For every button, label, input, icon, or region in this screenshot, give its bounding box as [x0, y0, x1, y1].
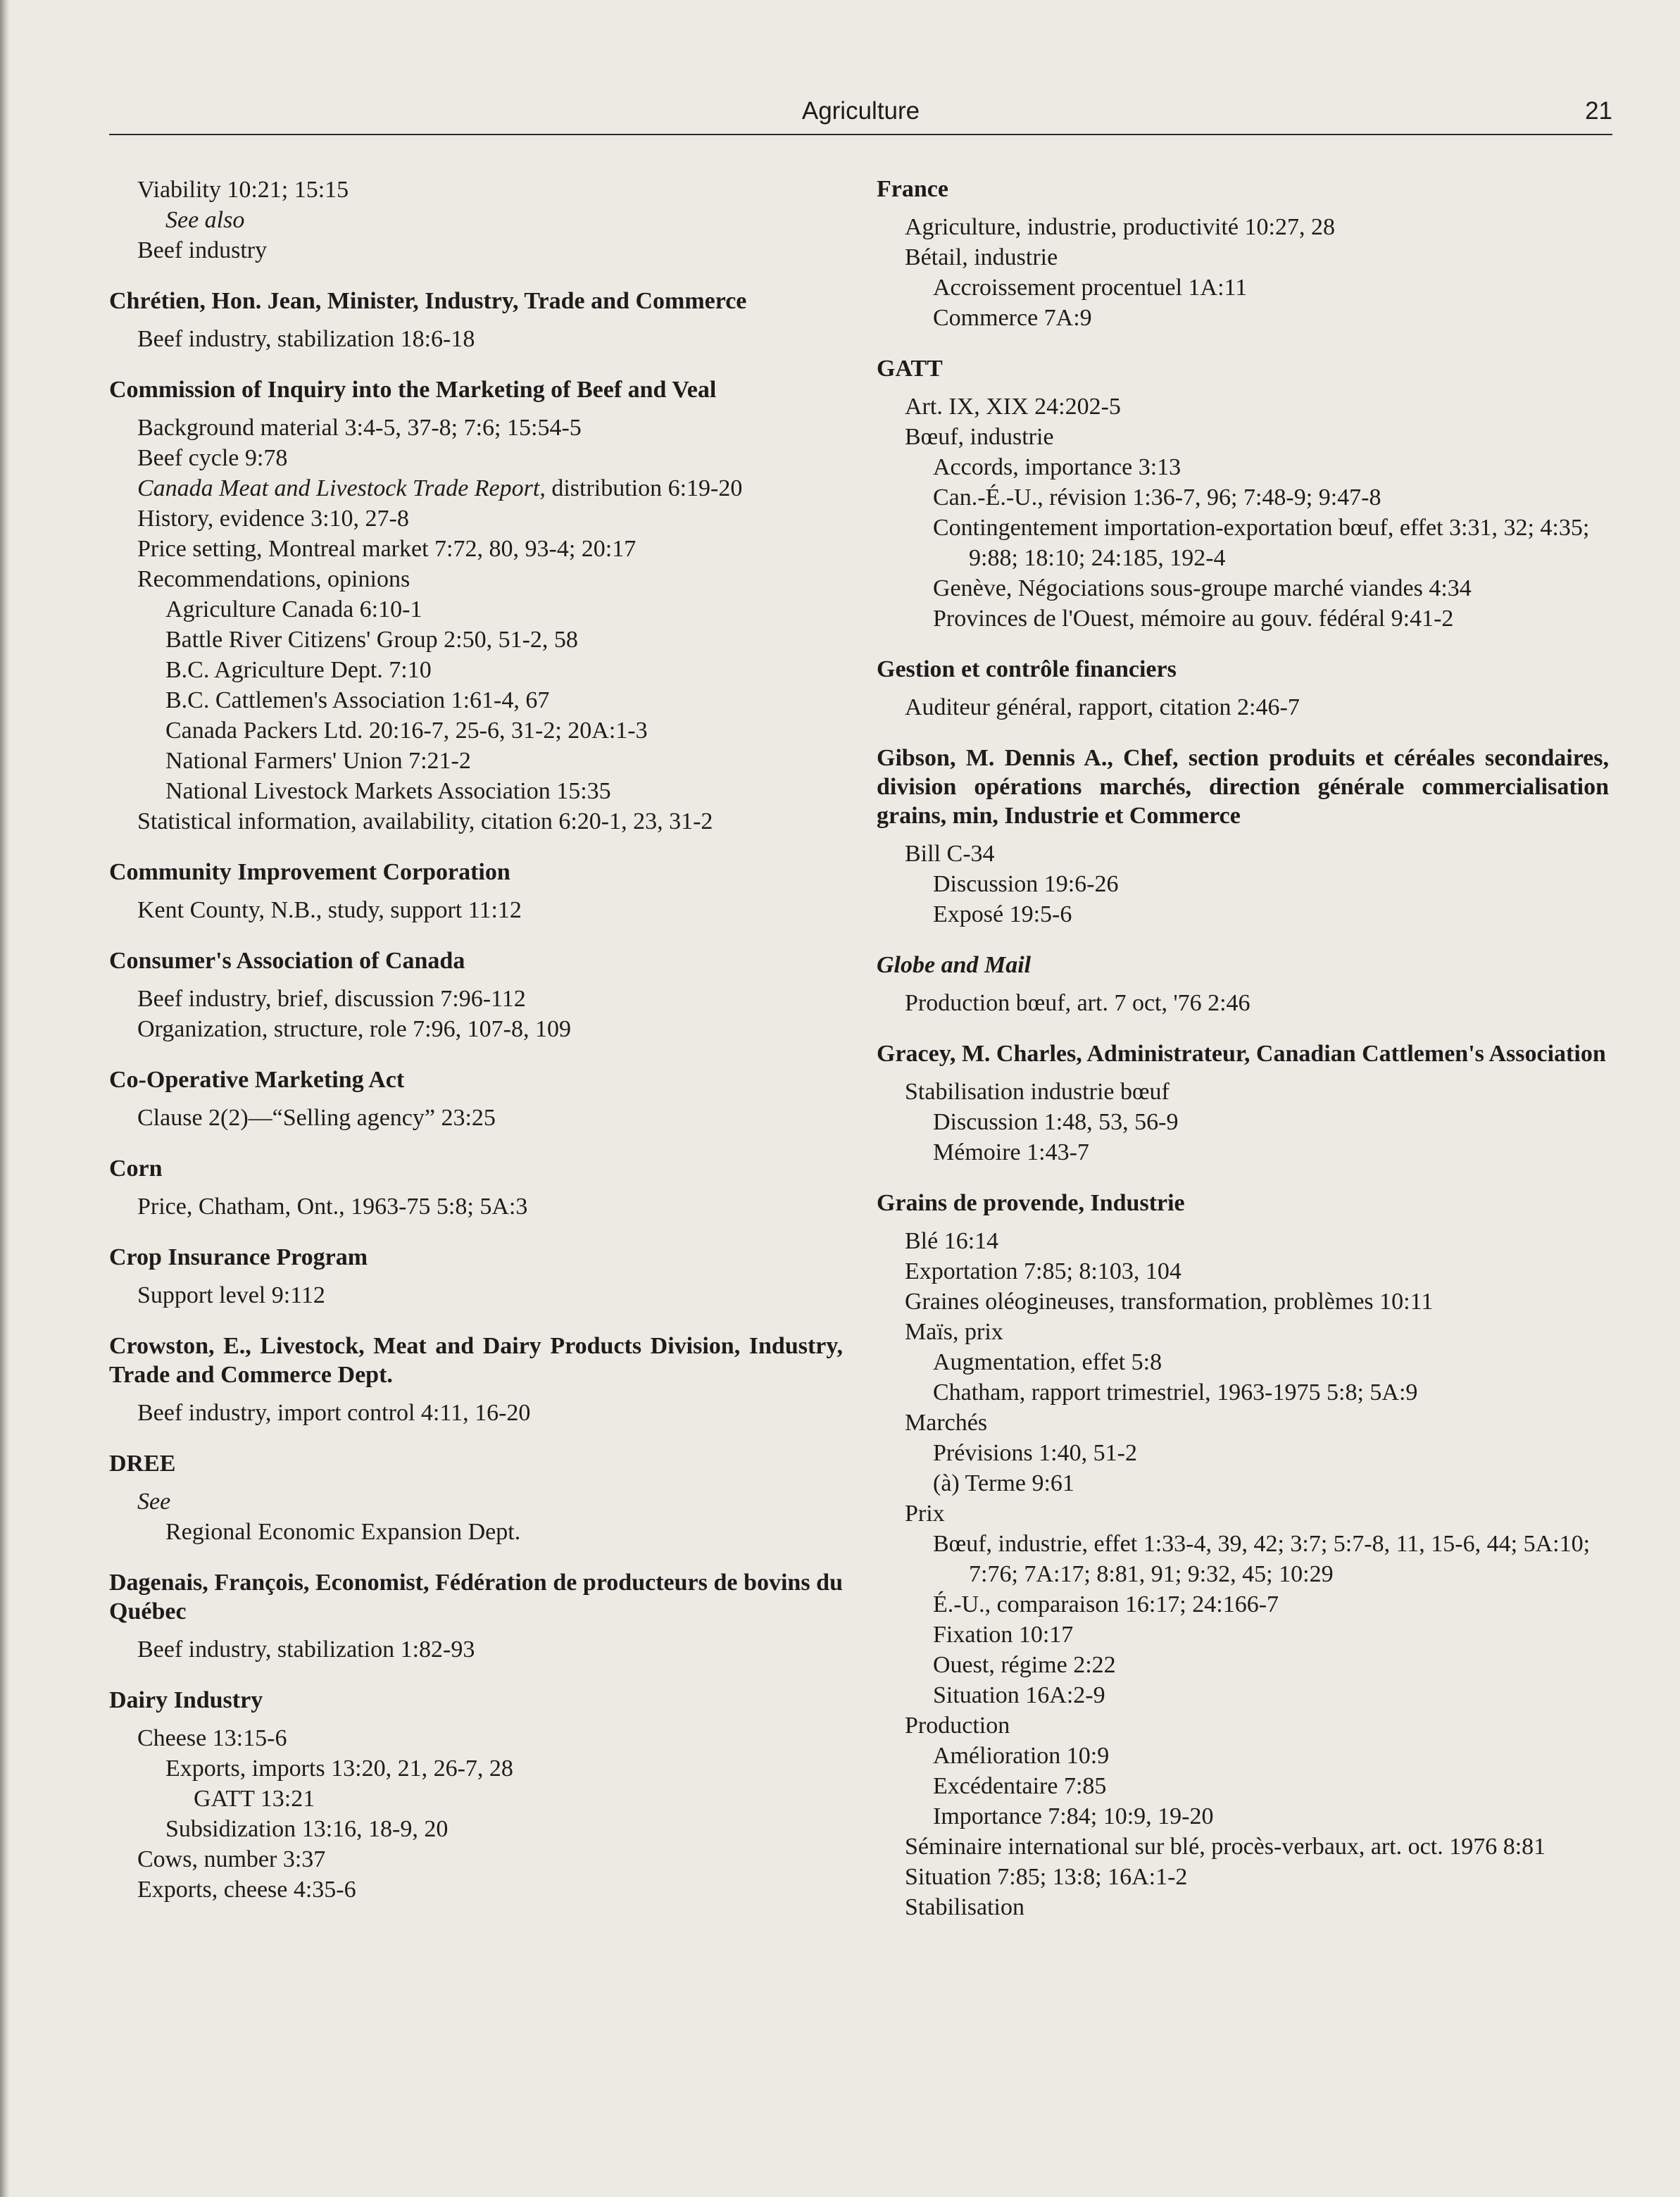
entry-subline: Stabilisation	[905, 1894, 1024, 1920]
entry-subline: É.-U., comparaison 16:17; 24:166-7	[933, 1591, 1279, 1617]
entry-subline: Augmentation, effet 5:8	[933, 1349, 1162, 1375]
entry-subline: Canada Packers Ltd. 20:16-7, 25-6, 31-2; 20A:1-3	[165, 718, 648, 744]
entry-subline: Price, Chatham, Ont., 1963-75 5:8; 5A:3	[137, 1194, 528, 1220]
entry-subline: Exposé 19:5-6	[933, 901, 1072, 927]
entry-subline: Beef industry, brief, discussion 7:96-112	[137, 986, 526, 1012]
entry-subline: See	[137, 1489, 171, 1515]
entry-subline: Beef cycle 9:78	[137, 445, 288, 471]
page-number: 21	[1585, 97, 1612, 125]
entry-subline: Prix	[905, 1501, 945, 1527]
entry-subline: Support level 9:112	[137, 1282, 325, 1308]
entry-subline: (à) Terme 9:61	[933, 1470, 1074, 1496]
entry-subline: Chatham, rapport trimestriel, 1963-1975 5:8; 5A:9	[933, 1379, 1418, 1406]
entry-subline: Statistical information, availability, citation 6:20-1, 23, 31-2	[137, 808, 713, 834]
index-entry	[109, 946, 843, 1044]
entry-subline: Situation 16A:2-9	[933, 1682, 1105, 1708]
entry-subline: Cheese 13:15-6	[137, 1725, 287, 1751]
entry-subline: Beef industry, stabilization 1:82-93	[137, 1636, 475, 1663]
entry-subline: Excédentaire 7:85	[933, 1773, 1107, 1799]
entry-subline: Maïs, prix	[905, 1319, 1003, 1345]
entry-subline: Commerce 7A:9	[933, 305, 1092, 331]
entry-subline: Production bœuf, art. 7 oct, '76 2:46	[905, 990, 1250, 1016]
entry-subline: Exports, cheese 4:35-6	[137, 1877, 356, 1903]
entry-subline: Battle River Citizens' Group 2:50, 51-2, 58	[165, 627, 578, 653]
index-entry	[877, 175, 1609, 333]
entry-subline: Fixation 10:17	[933, 1622, 1074, 1648]
entry-subline: Ouest, régime 2:22	[933, 1652, 1116, 1678]
index-entry	[109, 1243, 843, 1310]
entry-heading: Grains de provende, Industrie	[877, 1190, 1185, 1216]
entry-subline: Agriculture, industrie, productivité 10:27, 28	[905, 214, 1335, 240]
entry-heading: Co-Operative Marketing Act	[109, 1067, 405, 1093]
publication-title: Canada Meat and Livestock Trade Report,	[137, 475, 546, 501]
entry-heading: Corn	[109, 1156, 163, 1182]
entry-subline: Situation 7:85; 13:8; 16A:1-2	[905, 1864, 1188, 1890]
index-entry	[109, 1332, 843, 1428]
entry-subline: Prévisions 1:40, 51-2	[933, 1440, 1137, 1466]
entry-heading: Commission of Inquiry into the Marketing of Beef and Veal	[109, 377, 717, 403]
entry-heading: Dagenais, François, Economist, Fédération de producteurs de bovins du Québec	[109, 1570, 843, 1625]
entry-subline: Regional Economic Expansion Dept.	[165, 1519, 521, 1545]
entry-heading: Gibson, M. Dennis A., Chef, section produits et céréales secondaires, division opérations marchés, direction générale commercialisation grains, min, Industrie et Commerce	[877, 745, 1609, 829]
index-entry	[877, 1189, 1609, 1922]
index-entry	[109, 1154, 843, 1222]
entry-subline: Beef industry, stabilization 18:6-18	[137, 326, 475, 352]
entry-subline: B.C. Agriculture Dept. 7:10	[165, 657, 432, 683]
index-entry	[109, 858, 843, 925]
entry-subline: Viability 10:21; 15:15	[137, 177, 349, 203]
entry-subline: See also	[165, 207, 245, 233]
entry-subline: Beef industry, import control 4:11, 16-20	[137, 1400, 531, 1426]
entry-heading: France	[877, 176, 948, 202]
index-entry	[109, 1065, 843, 1133]
entry-subline: B.C. Cattlemen's Association 1:61-4, 67	[165, 687, 550, 713]
entry-subline: Accords, importance 3:13	[933, 454, 1181, 480]
subline-remainder: distribution 6:19-20	[545, 475, 743, 501]
entry-subline: Can.-É.-U., révision 1:36-7, 96; 7:48-9; 9:47-8	[933, 484, 1381, 511]
entry-heading: Consumer's Association of Canada	[109, 948, 465, 974]
entry-subline: Bœuf, industrie	[905, 424, 1054, 450]
entry-heading: GATT	[877, 356, 943, 382]
entry-subline: GATT 13:21	[194, 1786, 315, 1812]
entry-subline: Production	[905, 1713, 1010, 1739]
index-entry	[877, 744, 1609, 930]
index-entry	[877, 655, 1609, 722]
entry-heading: Gracey, M. Charles, Administrateur, Canadian Cattlemen's Association	[877, 1041, 1606, 1067]
entry-heading: Gestion et contrôle financiers	[877, 656, 1177, 682]
entry-subline: Subsidization 13:16, 18-9, 20	[165, 1816, 449, 1842]
page-title: Agriculture	[801, 97, 920, 125]
entry-subline: Discussion 1:48, 53, 56-9	[933, 1109, 1179, 1135]
entry-subline: Stabilisation industrie bœuf	[905, 1079, 1170, 1105]
entry-subline: Cows, number 3:37	[137, 1846, 326, 1872]
entry-subline: Contingentement importation-exportation bœuf, effet 3:31, 32; 4:35; 9:88; 18:10; 24:185, 192-4	[933, 515, 1590, 571]
index-entry	[109, 175, 843, 265]
entry-subline: Marchés	[905, 1410, 988, 1436]
entry-heading: Crop Insurance Program	[109, 1244, 368, 1270]
entry-subline: Kent County, N.B., study, support 11:12	[137, 897, 522, 923]
entry-subline: Agriculture Canada 6:10-1	[165, 596, 422, 622]
index-entry	[109, 1568, 843, 1665]
entry-subline: History, evidence 3:10, 27-8	[137, 506, 409, 532]
index-entry	[109, 1449, 843, 1547]
entry-subline: Auditeur général, rapport, citation 2:46-7	[905, 694, 1300, 720]
entry-subline: Organization, structure, role 7:96, 107-8, 109	[137, 1016, 571, 1042]
entry-heading: Chrétien, Hon. Jean, Minister, Industry, Trade and Commerce	[109, 288, 747, 314]
entry-subline: Art. IX, XIX 24:202-5	[905, 394, 1121, 420]
entry-subline: Background material 3:4-5, 37-8; 7:6; 15:54-5	[137, 415, 582, 441]
index-entry	[109, 287, 843, 354]
index-entry	[877, 1039, 1609, 1168]
entry-subline: Accroissement procentuel 1A:11	[933, 275, 1248, 301]
entry-subline: Bétail, industrie	[905, 244, 1058, 270]
entry-subline: National Livestock Markets Association 15:35	[165, 778, 611, 804]
entry-subline: Importance 7:84; 10:9, 19-20	[933, 1803, 1214, 1829]
entry-subline: National Farmers' Union 7:21-2	[165, 748, 471, 774]
index-entry	[877, 354, 1609, 634]
page-binding-edge	[0, 0, 10, 2197]
entry-subline: Amélioration 10:9	[933, 1743, 1110, 1769]
index-column-left	[109, 175, 843, 1926]
entry-subline: Recommendations, opinions	[137, 566, 410, 592]
entry-subline: Exports, imports 13:20, 21, 26-7, 28	[165, 1755, 513, 1782]
entry-subline: Price setting, Montreal market 7:72, 80, 93-4; 20:17	[137, 536, 637, 562]
entry-subline: Discussion 19:6-26	[933, 871, 1119, 897]
entry-subline: Clause 2(2)—“Selling agency” 23:25	[137, 1105, 496, 1131]
entry-subline	[137, 473, 843, 503]
index-entry	[109, 375, 843, 837]
entry-subline: Blé 16:14	[905, 1228, 999, 1254]
entry-heading: Globe and Mail	[877, 952, 1032, 978]
entry-heading: Community Improvement Corporation	[109, 859, 510, 885]
entry-subline: Beef industry	[137, 237, 268, 263]
entry-subline: Bœuf, industrie, effet 1:33-4, 39, 42; 3:7; 5:7-8, 11, 15-6, 44; 5A:10; 7:76; 7A:17; 8:81, 91; 9:32, 45; 10:29	[933, 1531, 1591, 1587]
entry-heading: Dairy Industry	[109, 1687, 263, 1713]
entry-subline: Mémoire 1:43-7	[933, 1139, 1089, 1165]
entry-subline: Bill C-34	[905, 841, 995, 867]
entry-subline: Graines oléogineuses, transformation, problèmes 10:11	[905, 1289, 1434, 1315]
entry-subline: Genève, Négociations sous-groupe marché viandes 4:34	[933, 575, 1472, 601]
entry-subline: Exportation 7:85; 8:103, 104	[905, 1258, 1181, 1284]
entry-subline: Provinces de l'Ouest, mémoire au gouv. fédéral 9:41-2	[933, 606, 1454, 632]
index-entry	[109, 1686, 843, 1905]
index-entry	[877, 951, 1609, 1018]
entry-heading: DREE	[109, 1451, 176, 1477]
entry-subline: Séminaire international sur blé, procès-verbaux, art. oct. 1976 8:81	[905, 1834, 1546, 1860]
entry-heading: Crowston, E., Livestock, Meat and Dairy Products Division, Industry, Trade and Commerce Dept.	[109, 1333, 843, 1388]
index-column-right	[877, 175, 1609, 1944]
running-header	[109, 97, 1612, 135]
